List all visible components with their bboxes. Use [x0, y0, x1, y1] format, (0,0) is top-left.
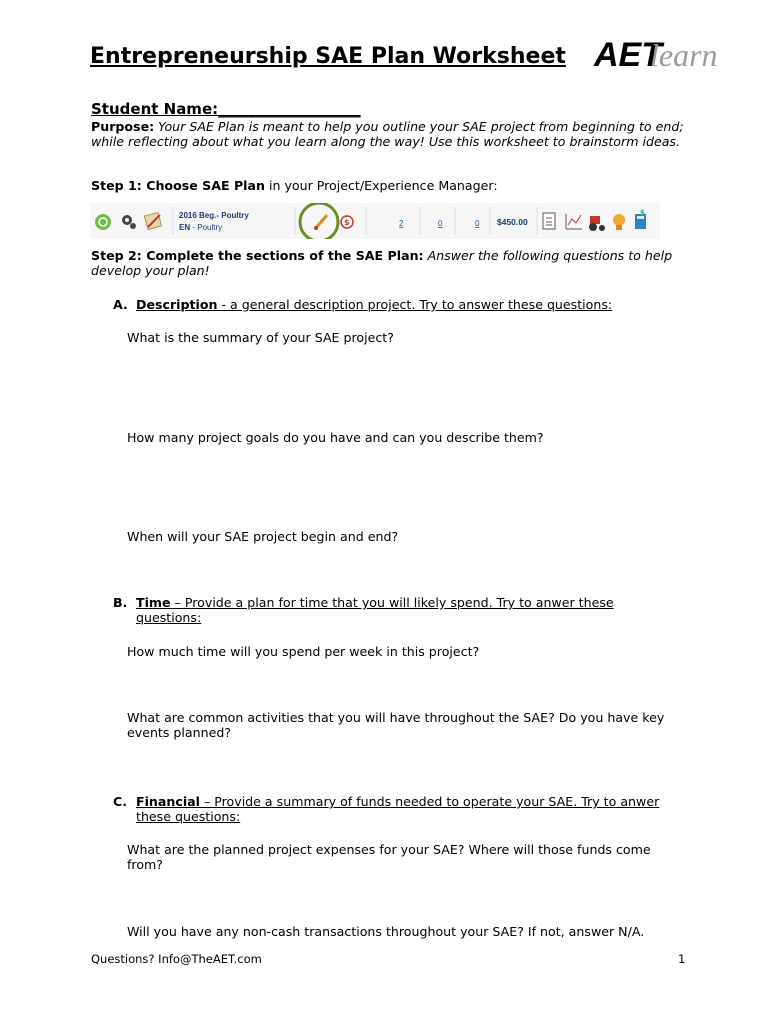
purpose-paragraph	[91, 119, 691, 149]
question-b1: How much time will you spend per week in this project?	[127, 644, 480, 659]
question-b2: What are common activities that you will have throughout the SAE? Do you have key events planned?	[127, 710, 665, 740]
step1-label: Step 1: Choose SAE Plan	[91, 178, 265, 193]
question-c1: What are the planned project expenses for your SAE? Where will those funds come from?	[127, 842, 651, 872]
aet-learn-logo	[592, 34, 742, 74]
question-a1: What is the summary of your SAE project?	[127, 330, 394, 345]
project-toolbar-image	[90, 203, 660, 239]
student-name-field: Student Name:___________________	[91, 100, 361, 118]
question-c2: Will you have any non-cash transactions throughout your SAE? If not, answer N/A.	[127, 924, 645, 939]
section-a-title-bold: Description	[136, 297, 218, 312]
section-b-subtitle: – Provide a plan for time that you will likely spend. Try to anwer these questions:	[136, 595, 614, 625]
logo-aet-text: AET	[594, 36, 662, 74]
step2-label: Step 2: Complete the sections of the SAE Plan:	[91, 248, 424, 263]
section-a-subtitle: - a general description project. Try to answer these questions:	[217, 297, 613, 312]
count-b: 0	[438, 219, 443, 228]
page-number: 1	[678, 952, 686, 966]
footer-contact: Questions? Info@TheAET.com	[91, 952, 262, 966]
section-a-letter: A.	[113, 297, 128, 312]
section-a-title	[136, 297, 636, 312]
project-name-line1: 2016 Beg.- Poultry	[179, 211, 249, 220]
svg-text:$: $	[640, 209, 645, 217]
section-c-title-bold: Financial	[136, 794, 200, 809]
amount-value: $450.00	[497, 217, 528, 227]
purpose-label: Purpose:	[91, 119, 155, 134]
page-title: Entrepreneurship SAE Plan Worksheet	[90, 44, 566, 69]
count-c: 0	[475, 219, 480, 228]
section-c-subtitle: – Provide a summary of funds needed to operate your SAE. Try to anwer these questions:	[136, 794, 660, 824]
step1-paragraph	[91, 178, 498, 193]
project-category: - Poultry	[190, 223, 223, 232]
count-a: 2	[399, 219, 404, 228]
step2-paragraph	[91, 248, 691, 278]
section-b-title	[136, 595, 626, 625]
step1-text: in your Project/Experience Manager:	[264, 178, 498, 193]
purpose-text: Your SAE Plan is meant to help you outline your SAE project from beginning to end; while reflecting about what you learn along the way! Use this worksheet to brainstorm ideas.	[91, 119, 684, 149]
logo-learn-text: learn	[650, 37, 718, 73]
power-icon	[95, 214, 111, 230]
dollar-icon	[341, 216, 353, 228]
project-code: EN	[179, 223, 191, 232]
step2-text: Answer the following questions to help develop your plan!	[91, 248, 673, 278]
question-a2: How many project goals do you have and can you describe them?	[127, 430, 544, 445]
svg-text:$: $	[344, 218, 350, 227]
section-b-title-bold: Time	[136, 595, 171, 610]
edit-icon	[144, 212, 161, 229]
clipboard-icon	[543, 213, 555, 229]
question-a3: When will your SAE project begin and end?	[127, 529, 399, 544]
section-b-letter: B.	[113, 595, 128, 610]
section-c-letter: C.	[113, 794, 128, 809]
section-c-title	[136, 794, 666, 824]
project-name-line2	[179, 223, 222, 232]
